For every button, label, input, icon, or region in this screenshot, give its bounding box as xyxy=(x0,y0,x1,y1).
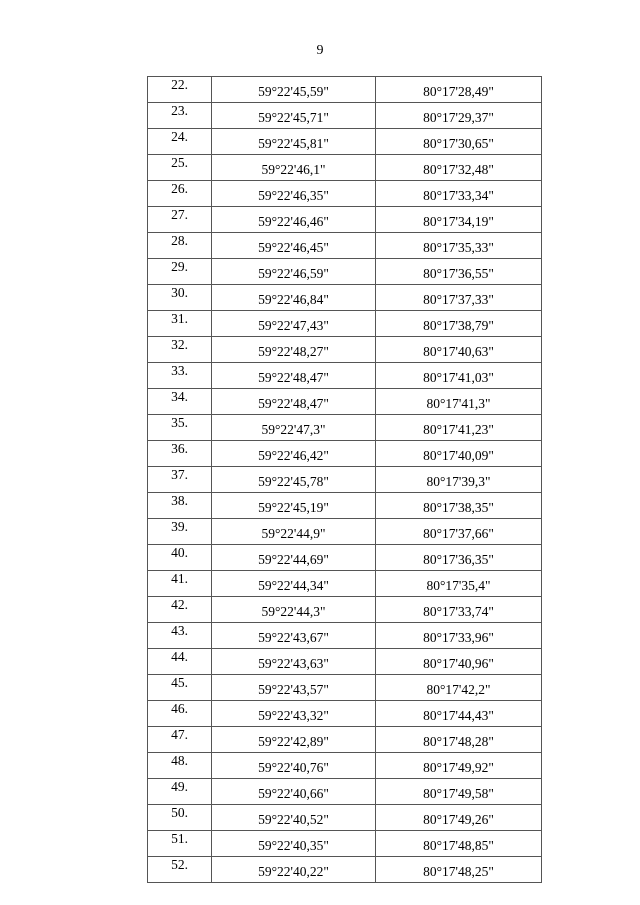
longitude-value: 80°17'41,23" xyxy=(423,422,494,437)
longitude-value: 80°17'41,03" xyxy=(423,370,494,385)
point-number-cell: 24. xyxy=(148,129,212,155)
latitude-cell xyxy=(212,623,376,649)
point-number-cell: 35. xyxy=(148,415,212,441)
latitude-value: 59°22'47,3" xyxy=(261,422,326,437)
latitude-value: 59°22'48,27" xyxy=(258,344,329,359)
longitude-value: 80°17'38,35" xyxy=(423,500,494,515)
point-number-cell: 22. xyxy=(148,77,212,103)
latitude-cell xyxy=(212,675,376,701)
latitude-cell xyxy=(212,857,376,883)
point-number-cell: 27. xyxy=(148,207,212,233)
latitude-cell xyxy=(212,753,376,779)
table-row xyxy=(148,103,542,129)
longitude-value: 80°17'33,96" xyxy=(423,630,494,645)
longitude-cell xyxy=(376,571,542,597)
point-number-cell: 47. xyxy=(148,727,212,753)
table-row xyxy=(148,467,542,493)
longitude-value: 80°17'35,33" xyxy=(423,240,494,255)
latitude-cell xyxy=(212,207,376,233)
longitude-value: 80°17'32,48" xyxy=(423,162,494,177)
latitude-value: 59°22'45,81" xyxy=(258,136,329,151)
table-row xyxy=(148,363,542,389)
point-number-cell: 33. xyxy=(148,363,212,389)
latitude-cell xyxy=(212,649,376,675)
table-row xyxy=(148,519,542,545)
table-row xyxy=(148,389,542,415)
point-number-cell: 30. xyxy=(148,285,212,311)
table-row xyxy=(148,649,542,675)
longitude-cell xyxy=(376,337,542,363)
latitude-cell xyxy=(212,727,376,753)
longitude-value: 80°17'40,09" xyxy=(423,448,494,463)
latitude-value: 59°22'46,46" xyxy=(258,214,329,229)
table-row xyxy=(148,207,542,233)
latitude-cell xyxy=(212,779,376,805)
latitude-cell xyxy=(212,285,376,311)
longitude-cell xyxy=(376,831,542,857)
point-number-cell: 40. xyxy=(148,545,212,571)
latitude-value: 59°22'42,89" xyxy=(258,734,329,749)
point-number-cell: 46. xyxy=(148,701,212,727)
longitude-cell xyxy=(376,363,542,389)
latitude-cell xyxy=(212,233,376,259)
longitude-cell xyxy=(376,441,542,467)
latitude-value: 59°22'40,52" xyxy=(258,812,329,827)
latitude-cell xyxy=(212,259,376,285)
table-row xyxy=(148,441,542,467)
longitude-value: 80°17'35,4" xyxy=(426,578,491,593)
point-number-cell: 32. xyxy=(148,337,212,363)
longitude-value: 80°17'36,55" xyxy=(423,266,494,281)
table-row xyxy=(148,181,542,207)
longitude-value: 80°17'40,96" xyxy=(423,656,494,671)
longitude-cell xyxy=(376,779,542,805)
longitude-value: 80°17'49,26" xyxy=(423,812,494,827)
longitude-cell xyxy=(376,753,542,779)
latitude-value: 59°22'46,42" xyxy=(258,448,329,463)
point-number-cell: 42. xyxy=(148,597,212,623)
latitude-cell xyxy=(212,155,376,181)
latitude-value: 59°22'45,78" xyxy=(258,474,329,489)
longitude-value: 80°17'41,3" xyxy=(426,396,491,411)
point-number-cell: 34. xyxy=(148,389,212,415)
table-row xyxy=(148,779,542,805)
latitude-cell xyxy=(212,389,376,415)
longitude-cell xyxy=(376,727,542,753)
table-row xyxy=(148,259,542,285)
latitude-value: 59°22'44,69" xyxy=(258,552,329,567)
latitude-cell xyxy=(212,805,376,831)
latitude-cell xyxy=(212,77,376,103)
latitude-value: 59°22'46,45" xyxy=(258,240,329,255)
latitude-value: 59°22'40,76" xyxy=(258,760,329,775)
latitude-value: 59°22'45,71" xyxy=(258,110,329,125)
longitude-value: 80°17'38,79" xyxy=(423,318,494,333)
table-row xyxy=(148,77,542,103)
latitude-value: 59°22'40,66" xyxy=(258,786,329,801)
table-row xyxy=(148,129,542,155)
point-number-cell: 50. xyxy=(148,805,212,831)
table-row xyxy=(148,805,542,831)
longitude-cell xyxy=(376,649,542,675)
latitude-value: 59°22'46,84" xyxy=(258,292,329,307)
table-row xyxy=(148,857,542,883)
longitude-cell xyxy=(376,389,542,415)
longitude-value: 80°17'30,65" xyxy=(423,136,494,151)
longitude-value: 80°17'40,63" xyxy=(423,344,494,359)
table-row xyxy=(148,415,542,441)
latitude-value: 59°22'40,22" xyxy=(258,864,329,879)
latitude-value: 59°22'46,1" xyxy=(261,162,326,177)
longitude-value: 80°17'49,58" xyxy=(423,786,494,801)
table-row xyxy=(148,571,542,597)
latitude-cell xyxy=(212,415,376,441)
longitude-cell xyxy=(376,519,542,545)
latitude-cell xyxy=(212,597,376,623)
latitude-cell xyxy=(212,441,376,467)
longitude-cell xyxy=(376,311,542,337)
longitude-cell xyxy=(376,545,542,571)
table-row xyxy=(148,701,542,727)
point-number-cell: 43. xyxy=(148,623,212,649)
point-number-cell: 52. xyxy=(148,857,212,883)
latitude-value: 59°22'44,3" xyxy=(261,604,326,619)
table-row xyxy=(148,727,542,753)
latitude-cell xyxy=(212,129,376,155)
latitude-cell xyxy=(212,571,376,597)
longitude-value: 80°17'33,74" xyxy=(423,604,494,619)
latitude-value: 59°22'43,67" xyxy=(258,630,329,645)
longitude-cell xyxy=(376,181,542,207)
latitude-value: 59°22'43,57" xyxy=(258,682,329,697)
point-number-cell: 37. xyxy=(148,467,212,493)
point-number-cell: 39. xyxy=(148,519,212,545)
longitude-value: 80°17'37,33" xyxy=(423,292,494,307)
latitude-cell xyxy=(212,337,376,363)
point-number-cell: 23. xyxy=(148,103,212,129)
longitude-cell xyxy=(376,623,542,649)
longitude-value: 80°17'42,2" xyxy=(426,682,491,697)
longitude-cell xyxy=(376,857,542,883)
latitude-value: 59°22'43,32" xyxy=(258,708,329,723)
point-number-cell: 41. xyxy=(148,571,212,597)
latitude-cell xyxy=(212,363,376,389)
point-number-cell: 29. xyxy=(148,259,212,285)
latitude-cell xyxy=(212,519,376,545)
longitude-value: 80°17'36,35" xyxy=(423,552,494,567)
table-row xyxy=(148,545,542,571)
latitude-cell xyxy=(212,467,376,493)
longitude-cell xyxy=(376,467,542,493)
longitude-value: 80°17'34,19" xyxy=(423,214,494,229)
point-number-cell: 31. xyxy=(148,311,212,337)
longitude-value: 80°17'37,66" xyxy=(423,526,494,541)
longitude-cell xyxy=(376,415,542,441)
table-row xyxy=(148,675,542,701)
latitude-cell xyxy=(212,831,376,857)
coordinates-table xyxy=(147,76,542,883)
longitude-cell xyxy=(376,233,542,259)
point-number-cell: 26. xyxy=(148,181,212,207)
longitude-cell xyxy=(376,805,542,831)
longitude-value: 80°17'33,34" xyxy=(423,188,494,203)
latitude-value: 59°22'48,47" xyxy=(258,370,329,385)
latitude-cell xyxy=(212,181,376,207)
latitude-value: 59°22'45,19" xyxy=(258,500,329,515)
latitude-value: 59°22'46,59" xyxy=(258,266,329,281)
table-row xyxy=(148,285,542,311)
latitude-cell xyxy=(212,311,376,337)
point-number-cell: 28. xyxy=(148,233,212,259)
point-number-cell: 51. xyxy=(148,831,212,857)
latitude-value: 59°22'43,63" xyxy=(258,656,329,671)
longitude-cell xyxy=(376,259,542,285)
point-number-cell: 49. xyxy=(148,779,212,805)
longitude-value: 80°17'29,37" xyxy=(423,110,494,125)
latitude-value: 59°22'44,9" xyxy=(261,526,326,541)
point-number-cell: 44. xyxy=(148,649,212,675)
coordinates-table-body xyxy=(148,77,542,883)
longitude-cell xyxy=(376,597,542,623)
latitude-cell xyxy=(212,545,376,571)
point-number-cell: 36. xyxy=(148,441,212,467)
latitude-value: 59°22'47,43" xyxy=(258,318,329,333)
latitude-cell xyxy=(212,493,376,519)
longitude-value: 80°17'48,25" xyxy=(423,864,494,879)
table-row xyxy=(148,623,542,649)
latitude-cell xyxy=(212,103,376,129)
table-row xyxy=(148,753,542,779)
longitude-value: 80°17'44,43" xyxy=(423,708,494,723)
point-number-cell: 38. xyxy=(148,493,212,519)
longitude-cell xyxy=(376,77,542,103)
longitude-value: 80°17'49,92" xyxy=(423,760,494,775)
table-row xyxy=(148,493,542,519)
table-row xyxy=(148,311,542,337)
latitude-value: 59°22'44,34" xyxy=(258,578,329,593)
longitude-cell xyxy=(376,207,542,233)
longitude-cell xyxy=(376,701,542,727)
table-row xyxy=(148,597,542,623)
longitude-cell xyxy=(376,675,542,701)
longitude-cell xyxy=(376,129,542,155)
point-number-cell: 25. xyxy=(148,155,212,181)
latitude-value: 59°22'48,47" xyxy=(258,396,329,411)
longitude-value: 80°17'28,49" xyxy=(423,84,494,99)
longitude-cell xyxy=(376,285,542,311)
point-number-cell: 48. xyxy=(148,753,212,779)
table-row xyxy=(148,155,542,181)
longitude-value: 80°17'39,3" xyxy=(426,474,491,489)
table-row xyxy=(148,831,542,857)
latitude-value: 59°22'45,59" xyxy=(258,84,329,99)
latitude-value: 59°22'46,35" xyxy=(258,188,329,203)
table-row xyxy=(148,233,542,259)
latitude-cell xyxy=(212,701,376,727)
longitude-value: 80°17'48,85" xyxy=(423,838,494,853)
page-number: 9 xyxy=(316,43,324,58)
longitude-cell xyxy=(376,155,542,181)
table-row xyxy=(148,337,542,363)
longitude-cell xyxy=(376,103,542,129)
longitude-cell xyxy=(376,493,542,519)
latitude-value: 59°22'40,35" xyxy=(258,838,329,853)
longitude-value: 80°17'48,28" xyxy=(423,734,494,749)
point-number-cell: 45. xyxy=(148,675,212,701)
